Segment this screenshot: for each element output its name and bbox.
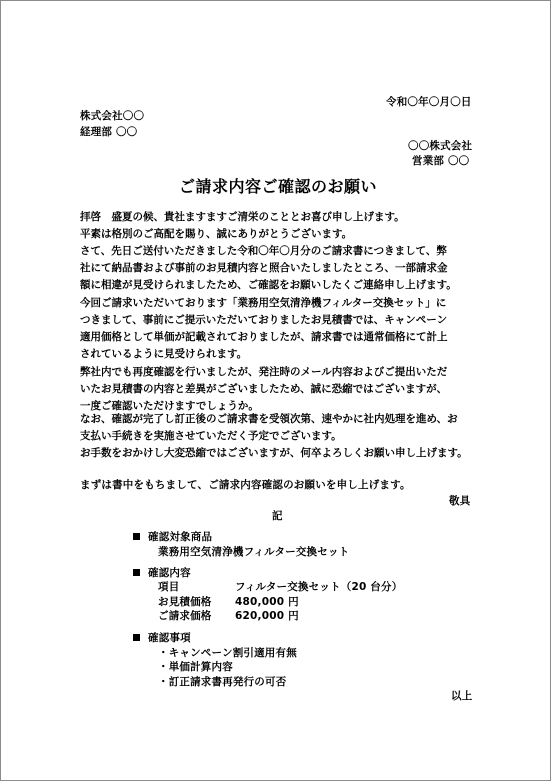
- body-line: 支払い手続きを実施させていただく予定でございます。: [80, 430, 342, 442]
- bullet-square-icon: [133, 533, 140, 540]
- sender-company: 〇〇株式会社: [408, 140, 473, 152]
- estimate-value: 480,000 円: [235, 596, 299, 608]
- billed-value: 620,000 円: [235, 610, 299, 622]
- body-line: 額に相違が見受けられましたため、ご確認をお願いしたくご連絡申し上げます。: [80, 279, 457, 291]
- body-paragraph: [80, 295, 480, 363]
- body-line: 今回ご請求いただいております「業務用空気清浄機フィルター交換セット」に: [80, 297, 447, 309]
- body-line: 一度ご確認いただけますでしょうか。: [80, 400, 259, 412]
- closing-word: 敬具: [449, 495, 471, 507]
- bullet-square-icon: [133, 569, 140, 576]
- body-line: お手数をおかけし大変恐縮ではございますが、何卒よろしくお願い申し上げます。: [80, 447, 468, 459]
- greeting-line: 平素は格別のご高配を賜り、誠にありがとうございます。: [80, 228, 353, 240]
- details-heading: 確認内容: [133, 565, 191, 580]
- body-line: つきまして、事前にご提示いただいておりましたお見積書では、キャンペーン: [80, 314, 448, 326]
- body-paragraph: [80, 411, 480, 462]
- letter-title: ご請求内容ご確認のお願い: [179, 177, 378, 196]
- body-paragraph: [80, 364, 480, 415]
- bullet-square-icon: [133, 634, 140, 641]
- greeting-paragraph: [80, 209, 480, 243]
- body-line: なお、確認が完了し訂正後のご請求書を受領次第、速やかに社内処理を進め、お: [80, 413, 458, 425]
- end-word: 以上: [451, 690, 473, 702]
- check-item: ・訂正請求書再発行の可否: [158, 676, 287, 688]
- item-label: 項目: [158, 581, 180, 593]
- body-line: さて、先日ご送付いただきました令和〇年〇月分のご請求書につきまして、弊: [80, 245, 447, 257]
- closing-line: まずは書中をもちまして、ご請求内容確認のお願いを申し上げます。: [80, 479, 411, 491]
- sender-department: 営業部 〇〇: [412, 155, 470, 167]
- check-item: ・キャンペーン割引適用有無: [158, 647, 297, 659]
- items-heading: 確認事項: [133, 630, 191, 645]
- recipient-company: 株式会社〇〇: [80, 110, 145, 122]
- product-name: 業務用空気清浄機フィルター交換セット: [158, 546, 350, 558]
- estimate-label: お見積価格: [158, 596, 212, 608]
- recipient-department: 経理部 〇〇: [80, 126, 138, 138]
- body-line: 弊社内でも再度確認を行いましたが、発注時のメール内容およびご提出いただ: [80, 366, 448, 378]
- body-line: 適用価格として単価が記載されておりましたが、請求書では通常価格にて計上: [80, 331, 448, 343]
- ki-marker: 記: [272, 510, 283, 522]
- body-line: 社にて納品書および事前のお見積内容と照合いたしましたところ、一部請求金: [80, 262, 448, 274]
- item-value: フィルター交換セット（20 台分）: [235, 581, 403, 593]
- body-line: されているように見受けられます。: [80, 348, 248, 360]
- letter-date: 令和〇年〇月〇日: [386, 96, 472, 108]
- product-heading: 確認対象商品: [133, 529, 212, 544]
- body-paragraph: [80, 243, 480, 294]
- body-line: いたお見積書の内容と差異がございましたため、誠に恐縮ではございますが、: [80, 383, 448, 395]
- greeting-line: 拝啓 盛夏の候、貴社ますますご清栄のこととお喜び申し上げます。: [80, 211, 405, 223]
- billed-label: ご請求価格: [158, 610, 212, 622]
- check-item: ・単価計算内容: [158, 661, 233, 673]
